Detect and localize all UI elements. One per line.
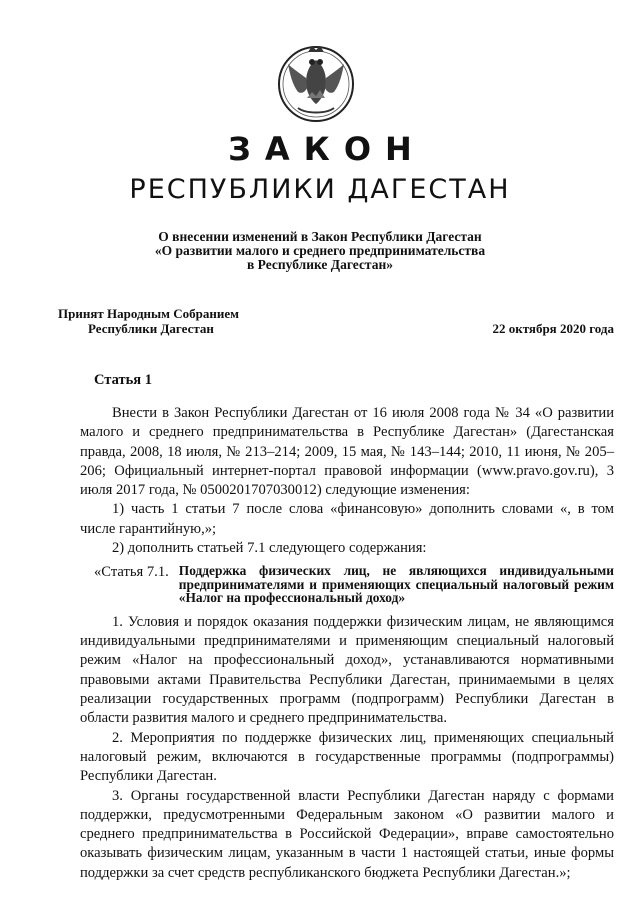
amendment-item: 1) часть 1 статьи 7 после слова «финансовую» дополнить словами «, в том числе гарантийную,»; [80,501,614,537]
document-title: ЗАКОН [228,130,426,168]
document-title-republic: РЕСПУБЛИКИ ДАГЕСТАН [129,174,511,205]
article-body [80,404,614,883]
new-article-label: «Статья 7.1. [94,564,169,581]
coat-of-arms-emblem [276,38,356,126]
adoption-date: 22 октября 2020 года [492,321,614,336]
amendment-item: 2) дополнить статьей 7.1 следующего содержания: [112,540,427,557]
adoption-line: Республики Дагестан [88,321,214,336]
adoption-line: Принят Народным Собранием [58,306,240,321]
article-paragraph: 1. Условия и порядок оказания поддержки физическим лицам, не являющимся индивидуальными предпринимателями и применяющим специальный налоговый режим «Налог на профессиональный доход», устанавливаются нормативными правовыми актами Правительства Республики Дагестан, принимаемыми в целях реализации государственных программ (подпрограмм) Республики Дагестан в области развития малого и среднего предпринимательства. [80,613,614,727]
article-heading: Статья 1 [94,372,152,388]
article-intro: Внести в Закон Республики Дагестан от 16 июля 2008 года № 34 «О развитии малого и среднего предпринимательства в Республике Дагестан» (Дагестанская правда, 2008, 18 июля, № 213–214; 2009, 15 мая, № 143–144; 2010, 11 июня, № 205–206; Официальный интернет-портал правовой информации (www.pravo.gov.ru), 3 июля 2017 года, № 0500201707030012) следующие изменения: [80,405,614,499]
article-paragraph: 2. Мероприятия по поддержке физических лиц, применяющих специальный налоговый режим, включаются в государственные программы (подпрограммы) Республики Дагестан. [80,729,614,785]
adoption-block [58,306,239,336]
law-subtitle [120,230,520,272]
subtitle-line: в Республике Дагестан» [246,257,394,272]
article-paragraph: 3. Органы государственной власти Республики Дагестан наряду с формами поддержки, предусмотренными Федеральным законом «О развитии малого и среднего предпринимательства в Российской Федерации», вправе самостоятельно оказывать физическим лицам, указанным в части 1 настоящей статьи, иные формы поддержки за счет средств республиканского бюджета Республики Дагестан.»; [80,787,614,881]
new-article-heading: Поддержка физических лиц, не являющихся индивидуальными предпринимателями и применяющих специальный налоговый режим «Налог на профессиональный доход» [178,563,614,606]
subtitle-line: О внесении изменений в Закон Республики Дагестан [158,229,482,244]
subtitle-line: «О развитии малого и среднего предпринимательства [154,243,486,258]
new-article-header [80,564,614,605]
